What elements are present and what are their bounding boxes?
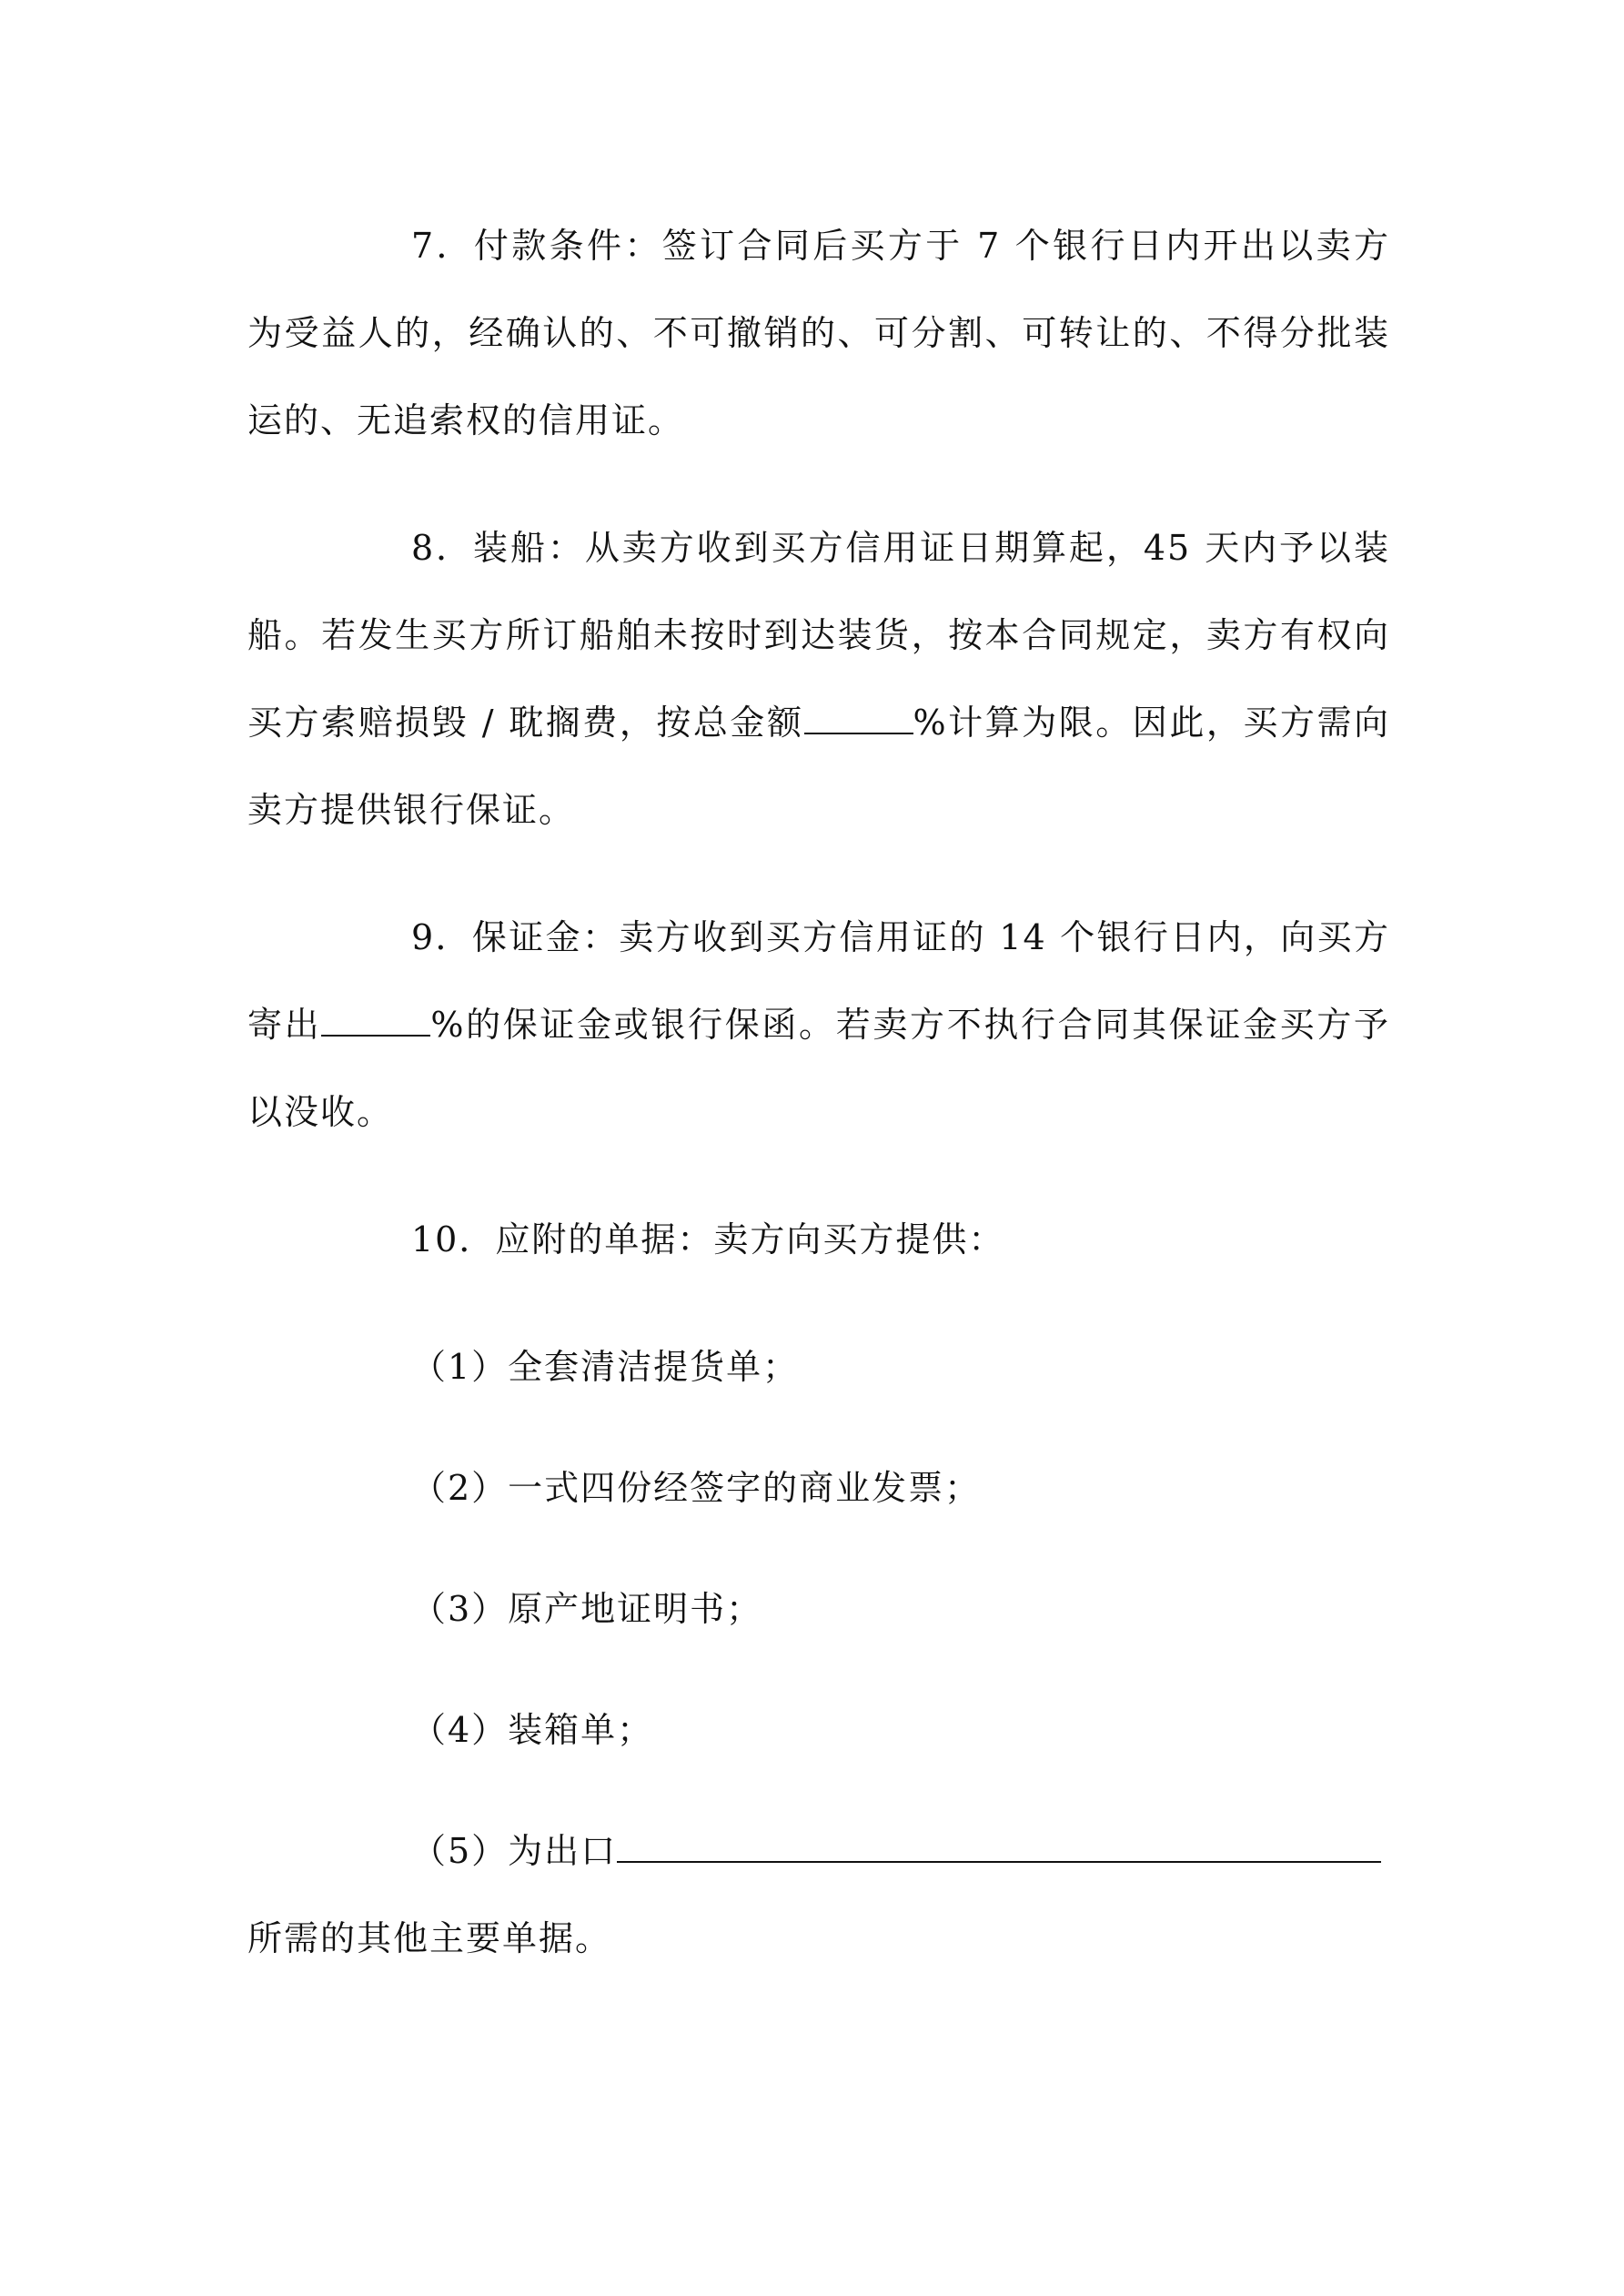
- fill-in-blank-percent: [321, 1007, 430, 1037]
- document-list-item: （2）一式四份经签字的商业发票；: [411, 1468, 982, 1508]
- clause-10-text: 10．应附的单据：卖方向买方提供：: [411, 1219, 1005, 1259]
- clause-8-shipment: [247, 504, 1390, 854]
- clause-9-text-b: %的保证金或银行保函。若卖方不执行合同其保证金买方予以没收。: [247, 1005, 1390, 1132]
- clause-8-text-a: 8．装船：从卖方收到买方信用证日期算起，45 天内予以装船。若发生买方所订船舶未按时到达装货，按本合同规定，卖方有权向买方索赔损毁 / 耽搁费，按总金额: [247, 528, 1390, 743]
- item-5-prefix: （5）为出口: [411, 1831, 618, 1871]
- item-5-continuation: 所需的其他主要单据。: [247, 1918, 612, 1958]
- clause-7-payment-terms: [247, 202, 1390, 464]
- document-body: [247, 202, 1390, 1982]
- clause-8-text-b: %计算为限。因此，买方需向卖方提供银行保证。: [247, 703, 1391, 830]
- fill-in-blank-percent: [804, 705, 913, 734]
- document-list-item: （3）原产地证明书；: [411, 1589, 763, 1629]
- document-list-item: （4）装箱单；: [411, 1710, 654, 1750]
- clause-7-text: 7．付款条件：签订合同后买方于 7 个银行日内开出以卖方为受益人的，经确认的、不可撤销的、可分割、可转让的、不得分批装运的、无追索权的信用证。: [247, 226, 1390, 440]
- fill-in-blank-export: [617, 1834, 1381, 1863]
- clause-9-deposit: [247, 894, 1390, 1156]
- clause-9-text-a: 9．保证金：卖方收到买方信用证的 14 个银行日内，向买方寄出: [247, 917, 1390, 1045]
- clause-10-documents: [247, 1196, 1390, 1283]
- document-list-item-5: [247, 1807, 1390, 1895]
- document-list-item: （1）全套清洁提货单；: [411, 1347, 800, 1387]
